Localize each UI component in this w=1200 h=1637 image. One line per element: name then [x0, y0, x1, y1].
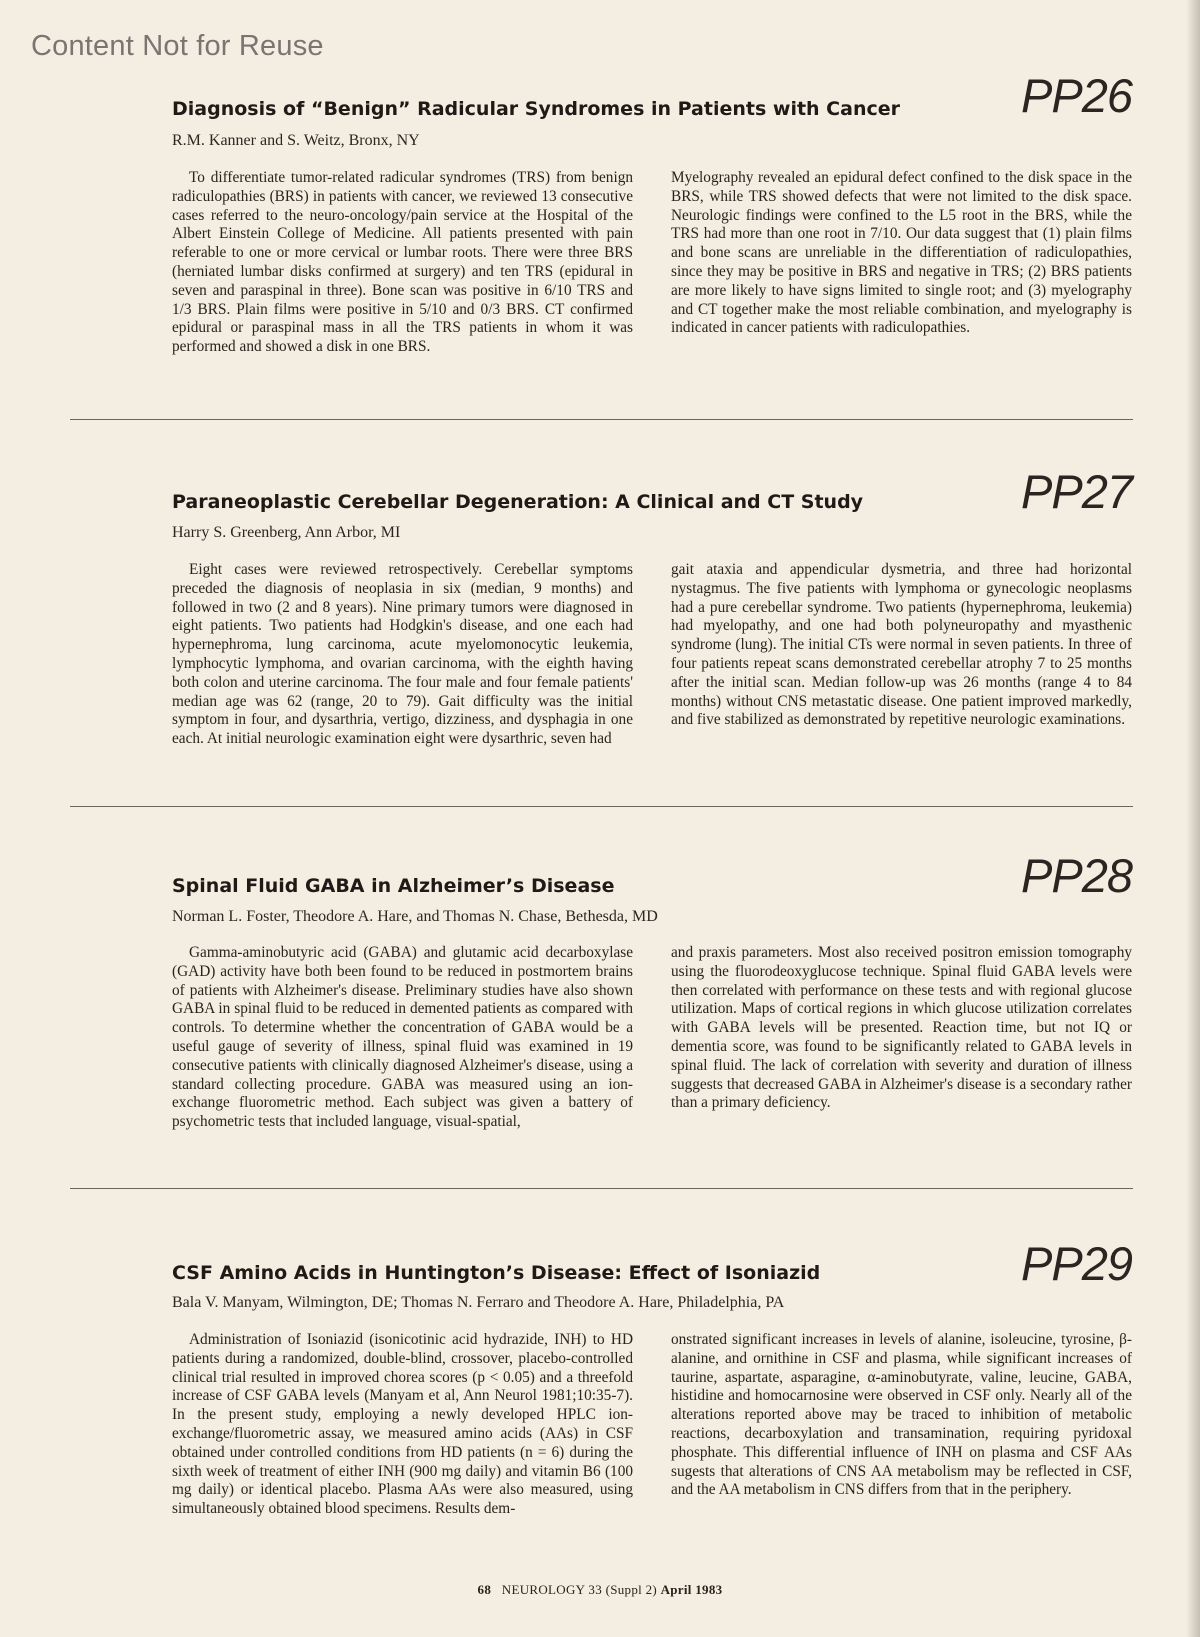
body-left-column: [172, 1331, 633, 1519]
body-paragraph: gait ataxia and appendicular dysmetria, and three had horizontal nystagmus. The five patients with lymphoma or gynecologic neoplasms had a pure cerebellar syndrome. Two patients (hypernephroma, leukemia) had myelopathy, and one had both polyneuropathy and myasthenic syndrome (lung). The initial CTs were normal in seven patients. In three of four patients repeat scans demonstrated cerebellar atrophy 7 to 25 months after the initial scan. Median follow-up was 26 months (range 4 to 84 months) without CNS metastatic disease. One patient improved markedly, and five stabilized as demonstrated by repetitive neurologic examinations.: [671, 561, 1132, 729]
body-right-column: [671, 169, 1132, 338]
body-paragraph: Myelography revealed an epidural defect confined to the disk space in the BRS, while TRS showed defects that were not limited to the disk space. Neurologic findings were confined to the L5 root in the BRS, while the TRS had more than one root in 7/10. Our data suggest that (1) plain films and bone scans are unreliable in the differentiation of radiculopathies, since they may be positive in BRS and negative in TRS; (2) BRS patients are more likely to have signs limited to single root; and (3) myelography and CT together make the most reliable combination, and myelography is indicated in cancer patients with radiculopathies.: [671, 169, 1132, 337]
body-paragraph: To differentiate tumor-related radicular syndromes (TRS) from benign radiculopathies (BRS) in patients with cancer, we reviewed 13 consecutive cases referred to the neuro-oncology/pain service at the Hospital of the Albert Einstein College of Medicine. All patients presented with pain referable to one or more cervical or lumbar roots. There were three BRS (herniated lumbar disks confirmed at surgery) and ten TRS (epidural in seven and paraspinal in three). Bone scan was positive in 6/10 TRS and 1/3 BRS. Plain films were positive in 5/10 and 0/3 BRS. CT confirmed epidural or paraspinal mass in all the TRS patients in whom it was performed and showed a disk in one BRS.: [172, 169, 633, 356]
section-divider: [70, 1188, 1133, 1189]
abstract-code: PP29: [1021, 1237, 1132, 1290]
body-left-column: [172, 561, 633, 749]
journal-citation: NEUROLOGY 33 (Suppl 2): [501, 1582, 658, 1597]
body-right-column: [671, 561, 1132, 730]
section-divider: [70, 806, 1133, 807]
page-number: 68: [477, 1582, 492, 1597]
watermark: Content Not for Reuse: [31, 30, 324, 62]
abstract-authors: Harry S. Greenberg, Ann Arbor, MI: [172, 524, 401, 541]
body-paragraph: Gamma-aminobutyric acid (GABA) and glutamic acid decarboxylase (GAD) activity have both been found to be reduced in postmortem brains of patients with Alzheimer's disease. Preliminary studies have also shown GABA in spinal fluid to be reduced in demented patients as compared with controls. To determine whether the concentration of GABA would be a useful gauge of severity of illness, spinal fluid was examined in 19 consecutive patients with clinically diagnosed Alzheimer's disease, using a standard collecting procedure. GABA was measured using an ion-exchange fluorometric method. Each subject was given a battery of psychometric tests that included language, visual-spatial,: [172, 944, 633, 1131]
abstract-authors: R.M. Kanner and S. Weitz, Bronx, NY: [172, 132, 420, 149]
abstract-authors: Norman L. Foster, Theodore A. Hare, and Thomas N. Chase, Bethesda, MD: [172, 908, 658, 925]
issue-date: April 1983: [660, 1582, 723, 1597]
abstract-authors: Bala V. Manyam, Wilmington, DE; Thomas N. Ferraro and Theodore A. Hare, Philadelphia, PA: [172, 1294, 785, 1311]
abstract-title: Spinal Fluid GABA in Alzheimer’s Disease: [172, 875, 615, 897]
abstract-title: Diagnosis of “Benign” Radicular Syndromes in Patients with Cancer: [172, 98, 900, 120]
abstract-pp29: [172, 1237, 1132, 1570]
abstract-pp28: [172, 849, 1132, 1172]
body-paragraph: Eight cases were reviewed retrospectively. Cerebellar symptoms preceded the diagnosis of neoplasia in six (median, 9 months) and followed in two (2 and 8 years). Nine primary tumors were diagnosed in eight patients. Two patients had Hodgkin's disease, and one each had hypernephroma, lung carcinoma, acute myelomonocytic leukemia, lymphocytic lymphoma, and ovarian carcinoma, with the eighth having both colon and uterine carcinoma. The four male and four female patients' median age was 62 (range, 20 to 79). Gait difficulty was the initial symptom in four, and dysarthria, vertigo, dizziness, and dysphagia in one each. At initial neurologic examination eight were dysarthric, seven had: [172, 561, 633, 748]
body-paragraph: and praxis parameters. Most also received positron emission tomography using the fluorodeoxyglucose technique. Spinal fluid GABA levels were then correlated with performance on these tests and with regional glucose utilization. Maps of cortical regions in which glucose utilization correlates with GABA levels will be presented. Reaction time, but not IQ or dementia score, was found to be significantly related to GABA levels in spinal fluid. The lack of correlation with severity and duration of illness suggests that decreased GABA in Alzheimer's disease is a secondary rather than a primary deficiency.: [671, 944, 1132, 1112]
body-paragraph: Administration of Isoniazid (isonicotinic acid hydrazide, INH) to HD patients during a randomized, double-blind, crossover, placebo-controlled clinical trial resulted in improved chorea scores (p < 0.05) and a threefold increase of CSF GABA levels (Manyam et al, Ann Neurol 1981;10:35-7). In the present study, employing a newly developed HPLC ion-exchange/fluorometric assay, we measured amino acids (AAs) in CSF obtained under controlled conditions from HD patients (n = 6) during the sixth week of treatment of either INH (900 mg daily) and vitamin B6 (100 mg daily) or identical placebo. Plasma AAs were also measured, using simultaneously obtained blood specimens. Results dem-: [172, 1331, 633, 1518]
abstract-pp26: [172, 69, 1132, 392]
body-right-column: [671, 1331, 1132, 1500]
abstract-code: PP28: [1021, 849, 1132, 902]
body-left-column: [172, 169, 633, 357]
body-paragraph: onstrated significant increases in levels of alanine, isoleucine, tyrosine, β-alanine, and ornithine in CSF and plasma, while significant increases of taurine, aspartate, asparagine, α-aminobutyrate, valine, leucine, GABA, histidine and homocarnosine were observed in CSF only. Nearly all of the alterations reported above may be traced to inhibition of metabolic reactions, decarboxylation and transamination, requiring pyridoxal phosphate. This differential influence of INH on plasma and CSF AAs sugests that alterations of CNS AA metabolism may be reflected in CSF, and the AA metabolism in CNS differs from that in the periphery.: [671, 1331, 1132, 1499]
page-footer: [0, 1582, 1200, 1598]
abstract-code: PP26: [1021, 69, 1132, 122]
body-right-column: [671, 944, 1132, 1113]
abstract-code: PP27: [1021, 465, 1132, 518]
section-divider: [70, 419, 1133, 420]
abstract-pp27: [172, 465, 1132, 788]
abstract-title: Paraneoplastic Cerebellar Degeneration: A Clinical and CT Study: [172, 491, 864, 513]
abstract-title: CSF Amino Acids in Huntington’s Disease: Effect of Isoniazid: [172, 1262, 821, 1284]
body-left-column: [172, 944, 633, 1132]
page-edge-shadow: [1186, 0, 1200, 1637]
